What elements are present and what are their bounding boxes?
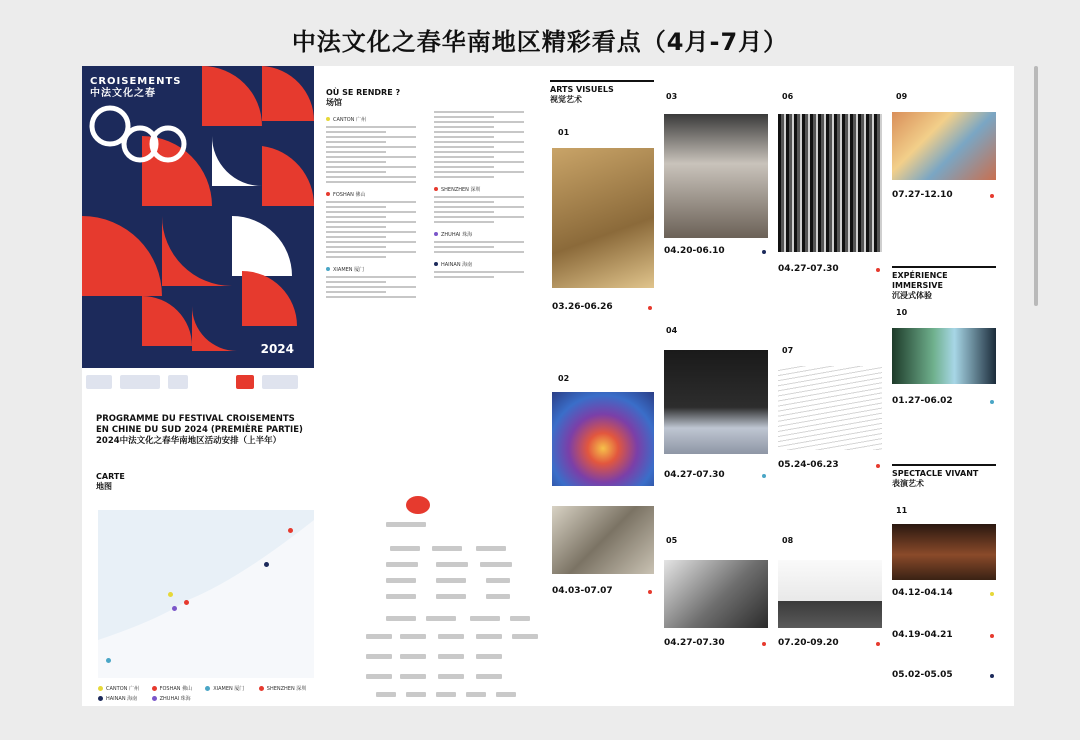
- spectacle-heading-cn: 表演艺术: [892, 479, 924, 488]
- venue-city-label: CANTON 广州: [333, 117, 366, 123]
- exhibit-date: 07.27-12.10: [892, 190, 953, 200]
- exhibit-number: 09: [896, 92, 908, 101]
- map-legend: [98, 684, 314, 704]
- map-dot-hainan: [264, 562, 269, 567]
- spectacle-section: [892, 464, 996, 489]
- legend-item: [205, 684, 257, 694]
- sponsor-60-logo: [406, 496, 430, 514]
- exhibit-date: 03.26-06.26: [552, 302, 613, 312]
- exhibit-number: 01: [558, 128, 570, 137]
- festival-sheet: [82, 66, 1014, 706]
- exhibit-image-dance: [892, 524, 996, 580]
- sponsor-logos: [346, 496, 546, 706]
- exhibit-image-statue: [552, 506, 654, 574]
- venue-city-label: HAINAN 海南: [441, 262, 473, 268]
- arts-heading-cn: 视觉艺术: [550, 95, 582, 104]
- map-dot-foshan: [184, 600, 189, 605]
- exhibit-image-sphere: [552, 392, 654, 486]
- legend-label: HAINAN 海南: [106, 696, 138, 702]
- exhibit-date: 07.20-09.20: [778, 638, 839, 648]
- venues-heading-cn: 场馆: [326, 98, 342, 107]
- spectacle-heading-fr: SPECTACLE VIVANT: [892, 469, 979, 478]
- south-china-map: [98, 510, 314, 678]
- programme-fr-line2: EN CHINE DU SUD 2024 (PREMIÈRE PARTIE): [96, 425, 303, 435]
- exhibit-number: 10: [896, 308, 908, 317]
- legend-item: [259, 684, 311, 694]
- exhibit-image-sign: [664, 114, 768, 238]
- map-dot-zhuhai: [172, 606, 177, 611]
- exhibit-date: 04.03-07.07: [552, 586, 613, 596]
- logo-text: [262, 375, 298, 389]
- legend-label: CANTON 广州: [106, 686, 139, 692]
- map-coastline: [98, 510, 314, 678]
- arts-visuels-column: [550, 80, 654, 105]
- venue-city-label: ZHUHAI 珠海: [441, 232, 473, 238]
- exhibit-number: 04: [666, 326, 678, 335]
- logo-qr: [168, 375, 188, 389]
- exhibit-number: 05: [666, 536, 678, 545]
- show-date-3: 05.02-05.05: [892, 670, 953, 680]
- legend-item: [152, 684, 204, 694]
- scrollbar[interactable]: [1034, 66, 1038, 306]
- exhibit-number: 11: [896, 506, 908, 515]
- venues-heading-fr: OÙ SE RENDRE ?: [326, 88, 401, 97]
- exhibit-image-photographer: [664, 560, 768, 628]
- map-heading: [96, 472, 125, 492]
- programme-cn-line: 2024中法文化之春华南地区活动安排（上半年）: [96, 436, 282, 446]
- legend-item: [152, 694, 204, 704]
- logo-alliance: [120, 375, 160, 389]
- venue-city-label: XIAMEN 厦门: [333, 267, 365, 273]
- poster-artwork: [82, 66, 314, 368]
- exhibit-image-painting: [892, 112, 996, 180]
- venue-city: [434, 231, 534, 238]
- exhibit-date: 04.12-04.14: [892, 588, 953, 598]
- exhibit-date: 01.27-06.02: [892, 396, 953, 406]
- immersive-heading-cn: 沉浸式体验: [892, 291, 932, 300]
- partner-logos-strip: [82, 370, 314, 394]
- exhibit-number: 03: [666, 92, 678, 101]
- exhibit-number: 06: [782, 92, 794, 101]
- exhibit-image-mucha: [552, 148, 654, 288]
- venue-city: [434, 261, 534, 268]
- arts-heading-fr: ARTS VISUELS: [550, 85, 614, 94]
- legend-item: [98, 684, 150, 694]
- exhibit-image-immersive: [892, 328, 996, 384]
- exhibit-number: 08: [782, 536, 794, 545]
- legend-label: XIAMEN 厦门: [213, 686, 245, 692]
- map-dot-shenzhen: [288, 528, 293, 533]
- exhibit-date: 04.27-07.30: [664, 470, 725, 480]
- venue-city-label: SHENZHEN 深圳: [441, 187, 481, 193]
- exhibit-image-sculpture: [778, 560, 882, 628]
- poster-title-cn: 中法文化之春: [90, 88, 156, 99]
- map-dot-canton: [168, 592, 173, 597]
- poster-year: 2024: [260, 342, 294, 356]
- venue-city: [326, 266, 426, 273]
- exhibit-date: 04.27-07.30: [778, 264, 839, 274]
- venue-city: [326, 191, 426, 198]
- venues-column: [326, 80, 534, 298]
- legend-label: FOSHAN 佛山: [159, 686, 193, 692]
- legend-item: [98, 694, 150, 704]
- immersive-section: [892, 266, 996, 301]
- programme-fr-line1: PROGRAMME DU FESTIVAL CROISEMENTS: [96, 414, 295, 424]
- venue-city: [434, 186, 534, 193]
- exhibit-date: 04.20-06.10: [664, 246, 725, 256]
- map-dot-xiamen: [106, 658, 111, 663]
- exhibit-number: 07: [782, 346, 794, 355]
- immersive-heading-fr: EXPÉRIENCE IMMERSIVE: [892, 271, 948, 290]
- exhibit-image-bamboo: [778, 114, 882, 252]
- exhibit-image-sketch: [778, 366, 882, 450]
- exhibit-number: 02: [558, 374, 570, 383]
- exhibit-date: 04.27-07.30: [664, 638, 725, 648]
- festival-poster: [82, 66, 314, 368]
- venue-city-label: FOSHAN 佛山: [333, 192, 366, 198]
- show-date-2: 04.19-04.21: [892, 630, 953, 640]
- poster-title-fr: CROISEMENTS: [90, 76, 182, 87]
- venue-city: [326, 116, 426, 123]
- map-heading-fr: CARTE: [96, 472, 125, 481]
- exhibit-date: 05.24-06.23: [778, 460, 839, 470]
- legend-label: ZHUHAI 珠海: [159, 696, 191, 702]
- legend-label: SHENZHEN 深圳: [266, 686, 307, 692]
- programme-heading: [96, 414, 318, 447]
- logo-embassy: [86, 375, 112, 389]
- logo-60: [236, 375, 254, 389]
- exhibit-image-dancer: [664, 350, 768, 454]
- map-heading-cn: 地图: [96, 482, 112, 491]
- page-title: 中法文化之春华南地区精彩看点（4月-7月）: [291, 28, 789, 56]
